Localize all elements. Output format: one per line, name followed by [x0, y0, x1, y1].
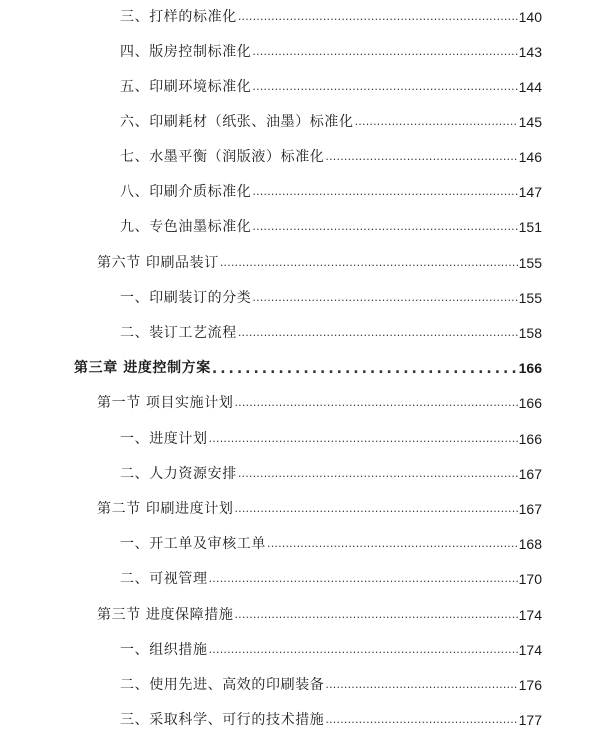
toc-entry-chapter-schedule-control[interactable]: [74, 353, 542, 377]
toc-entry-title: 一、印刷装订的分类: [120, 290, 252, 306]
toc-page-number: 170: [518, 571, 542, 587]
toc-entry-title: 一、开工单及审核工单: [120, 536, 266, 552]
toc-entry-title: 九、专色油墨标准化: [120, 219, 252, 235]
toc-entry-sampling-standardization[interactable]: [120, 2, 542, 26]
toc-entry-title: 第六节 印刷品装订: [97, 255, 219, 271]
toc-dot-leader: [233, 396, 517, 410]
toc-page-number: 145: [518, 114, 542, 130]
toc-dot-leader: [354, 115, 518, 129]
toc-entry-print-media-standardization[interactable]: [120, 177, 542, 201]
toc-dot-leader: [266, 537, 518, 551]
toc-dot-leader: [233, 608, 517, 622]
toc-page-number: 158: [518, 325, 542, 341]
toc-entry-organizational-measures[interactable]: [120, 635, 542, 659]
toc-dot-leader: [324, 150, 517, 164]
toc-page-number: 143: [518, 44, 542, 60]
toc-entry-section-print-schedule[interactable]: [97, 494, 542, 518]
toc-entry-binding-process[interactable]: [120, 318, 542, 342]
toc-dot-leader: [324, 678, 517, 692]
toc-entry-title: 三、采取科学、可行的技术措施: [120, 712, 325, 728]
toc-page-number: 174: [518, 607, 542, 623]
toc-entry-title: 五、印刷环境标准化: [120, 79, 252, 95]
toc-dot-leader: [237, 326, 518, 340]
toc-entry-section-binding[interactable]: [97, 248, 542, 272]
toc-entry-ink-water-balance-standardization[interactable]: [120, 142, 542, 166]
toc-entry-title: 二、装订工艺流程: [120, 325, 237, 341]
toc-entry-plate-room-standardization[interactable]: [120, 37, 542, 61]
toc-dot-leader: [251, 291, 517, 305]
toc-dot-leader: [237, 10, 518, 24]
toc-dot-leader: [251, 220, 517, 234]
toc-page-number: 155: [518, 290, 542, 306]
toc-entry-title: 二、人力资源安排: [120, 466, 237, 482]
toc-entry-section-implementation-plan[interactable]: [97, 388, 542, 412]
toc-page-number: 167: [518, 466, 542, 482]
toc-entry-binding-types[interactable]: [120, 283, 542, 307]
toc-entry-visual-management[interactable]: [120, 564, 542, 588]
toc-dot-leader: [211, 362, 518, 376]
toc-entry-title: 七、水墨平衡（润版液）标准化: [120, 149, 325, 165]
toc-entry-work-orders[interactable]: [120, 529, 542, 553]
toc-entry-schedule-plan[interactable]: [120, 424, 542, 448]
toc-page-number: 166: [518, 360, 542, 376]
toc-entry-title: 八、印刷介质标准化: [120, 184, 252, 200]
toc-page-number: 155: [518, 255, 542, 271]
toc-entry-title: 四、版房控制标准化: [120, 44, 252, 60]
toc-entry-title: 二、可视管理: [120, 571, 208, 587]
toc-dot-leader: [251, 185, 517, 199]
toc-dot-leader: [219, 256, 518, 270]
toc-entry-title: 第一节 项目实施计划: [97, 395, 234, 411]
toc-page-number: 166: [518, 395, 542, 411]
toc-entry-consumables-standardization[interactable]: [120, 107, 542, 131]
toc-dot-leader: [251, 80, 517, 94]
toc-page-number: 167: [518, 501, 542, 517]
toc-dot-leader: [208, 572, 518, 586]
toc-page-number: 146: [518, 149, 542, 165]
toc-dot-leader: [233, 502, 517, 516]
toc-dot-leader: [208, 432, 518, 446]
toc-entry-title: 一、进度计划: [120, 431, 208, 447]
toc-entry-title: 第三节 进度保障措施: [97, 607, 234, 623]
toc-entry-spot-ink-standardization[interactable]: [120, 212, 542, 236]
toc-entry-print-environment-standardization[interactable]: [120, 72, 542, 96]
toc-page-number: 166: [518, 431, 542, 447]
toc-page-number: 140: [518, 9, 542, 25]
toc-entry-title: 六、印刷耗材（纸张、油墨）标准化: [120, 114, 354, 130]
toc-entry-advanced-equipment[interactable]: [120, 670, 542, 694]
toc-entry-title: 二、使用先进、高效的印刷装备: [120, 677, 325, 693]
toc-dot-leader: [208, 643, 518, 657]
toc-dot-leader: [324, 713, 517, 727]
toc-page-number: 177: [518, 712, 542, 728]
toc-entry-section-schedule-assurance[interactable]: [97, 600, 542, 624]
toc-entry-title: 第二节 印刷进度计划: [97, 501, 234, 517]
toc-page-number: 176: [518, 677, 542, 693]
toc-entry-title: 一、组织措施: [120, 642, 208, 658]
toc-entry-title: 三、打样的标准化: [120, 9, 237, 25]
toc-entry-technical-measures[interactable]: [120, 705, 542, 729]
toc-page-number: 168: [518, 536, 542, 552]
toc-page-number: 147: [518, 184, 542, 200]
toc-page-number: 151: [518, 219, 542, 235]
toc-entry-title: 第三章 进度控制方案: [74, 360, 211, 376]
toc-dot-leader: [237, 467, 518, 481]
toc-entry-human-resources[interactable]: [120, 459, 542, 483]
toc-dot-leader: [251, 45, 517, 59]
toc-page-number: 174: [518, 642, 542, 658]
toc-page-number: 144: [518, 79, 542, 95]
